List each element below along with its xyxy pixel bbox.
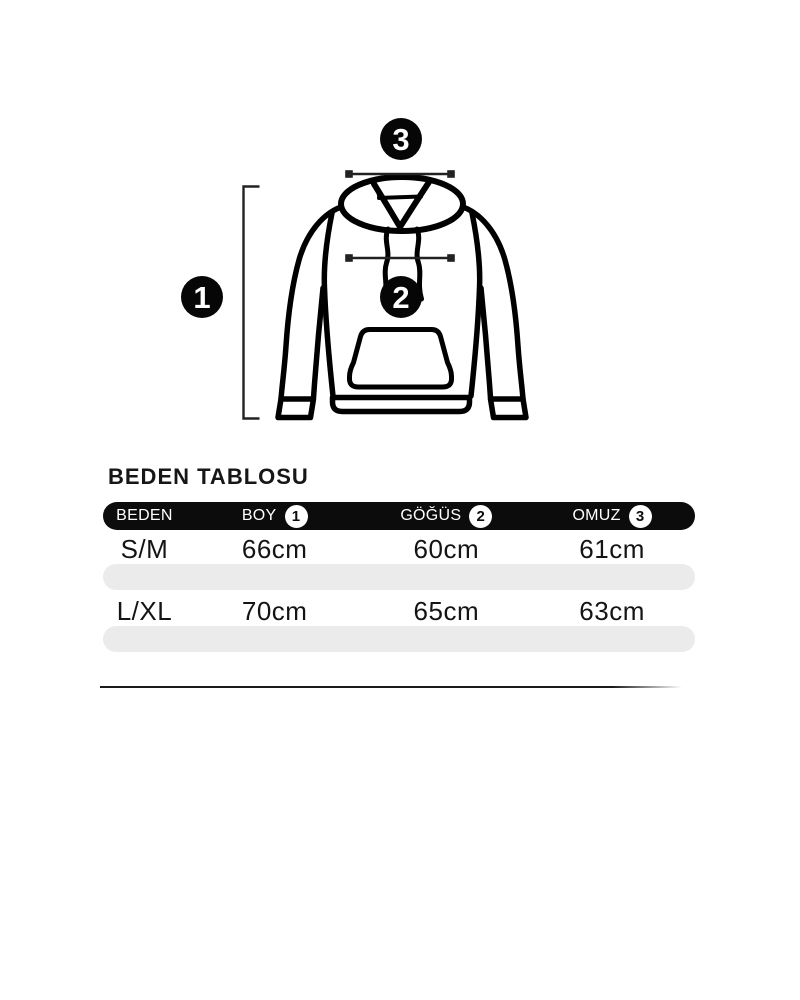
- diagram-badge-omuz: [380, 118, 422, 160]
- cell-gogus: 60cm: [413, 534, 480, 564]
- header-label-omuz: OMUZ: [572, 507, 621, 524]
- diagram-badge-gogus: [380, 276, 422, 318]
- left-cuff: [278, 399, 314, 418]
- bottom-divider: [100, 686, 682, 688]
- header-cell-beden: [103, 507, 186, 525]
- cell-boy: 70cm: [241, 596, 308, 626]
- header-badge-boy: 1: [285, 505, 308, 528]
- header-badge-omuz: 3: [629, 505, 652, 528]
- row-stripe: [103, 564, 695, 590]
- size-chart-title: BEDEN TABLOSU: [108, 464, 309, 489]
- cell-size: L/XL: [116, 596, 173, 626]
- cell-boy: 66cm: [241, 534, 308, 564]
- header-label-beden: BEDEN: [116, 507, 173, 524]
- header-cell-omuz: [529, 505, 695, 528]
- size-chart-header-row: [103, 502, 695, 530]
- header-cell-boy: [186, 505, 364, 528]
- header-badge-gogus: 2: [469, 505, 492, 528]
- measurement-bracket-length: [244, 187, 260, 419]
- badge-number-1: 1: [193, 280, 211, 315]
- cell-omuz: 63cm: [579, 596, 645, 626]
- header-cell-gogus: [363, 505, 529, 528]
- header-label-boy: BOY: [241, 507, 277, 524]
- measurement-line-chest: [345, 254, 455, 262]
- kangaroo-pocket: [350, 330, 452, 388]
- cell-size: S/M: [120, 534, 169, 564]
- diagram-badge-boy: [181, 276, 223, 318]
- cell-gogus: 65cm: [413, 596, 480, 626]
- row-stripe: [103, 626, 695, 652]
- badge-number-2: 2: [392, 280, 410, 315]
- table-row-sm: [103, 534, 695, 562]
- badge-number-3: 3: [392, 122, 410, 157]
- right-cuff: [491, 399, 527, 418]
- hoodie-measurement-diagram: [0, 0, 800, 450]
- cell-omuz: 61cm: [579, 534, 645, 564]
- header-label-gogus: GÖĞÜS: [400, 507, 462, 524]
- table-row-lxl: [103, 596, 695, 624]
